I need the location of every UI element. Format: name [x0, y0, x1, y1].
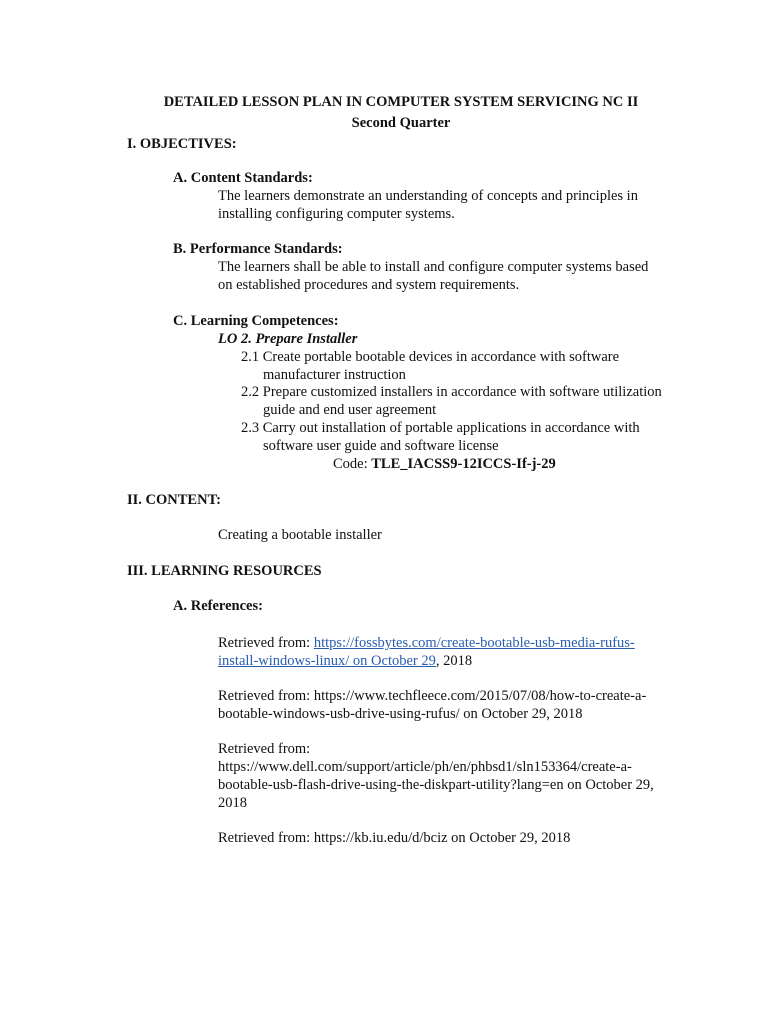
competence-item-2-line-2: guide and end user agreement: [263, 402, 437, 418]
reference-1-line-1: [218, 634, 635, 652]
reference-1-line-2: [218, 652, 472, 670]
competence-code: [333, 455, 556, 473]
content-heading: II. CONTENT:: [127, 492, 221, 508]
reference-2-line-2: bootable-windows-usb-drive-using-rufus/ on October 29, 2018: [218, 706, 583, 722]
reference-2-line-1: Retrieved from: https://www.techfleece.com/2015/07/08/how-to-create-a-: [218, 688, 647, 704]
competence-item-1-line-1: 2.1 Create portable bootable devices in accordance with software: [241, 349, 620, 365]
performance-standards-line-1: The learners shall be able to install and configure computer systems based: [218, 259, 649, 275]
competence-code-label: Code:: [333, 456, 368, 472]
document-subtitle: Second Quarter: [351, 115, 451, 131]
reference-1-link-part-2[interactable]: install-windows-linux/ on October 29: [218, 653, 436, 669]
reference-3-line-4: 2018: [218, 795, 247, 811]
reference-1-link-part-1[interactable]: https://fossbytes.com/create-bootable-usb-media-rufus-: [313, 635, 635, 651]
competence-item-1-line-2: manufacturer instruction: [263, 367, 406, 383]
reference-3-line-2: https://www.dell.com/support/article/ph/en/phbsd1/sln153364/create-a-: [218, 759, 632, 775]
reference-1-suffix: , 2018: [435, 653, 473, 669]
competence-item-2-line-1: 2.2 Prepare customized installers in accordance with software utilization: [241, 384, 662, 400]
competence-code-value: TLE_IACSS9-12ICCS-If-j-29: [371, 456, 556, 472]
content-standards-heading: A. Content Standards:: [173, 170, 313, 186]
performance-standards-heading: B. Performance Standards:: [173, 241, 343, 257]
reference-1-prefix: Retrieved from:: [218, 635, 314, 651]
reference-3-line-3: bootable-usb-flash-drive-using-the-diskpart-utility?lang=en on October 29,: [218, 777, 654, 793]
reference-3-line-1: Retrieved from:: [218, 741, 311, 757]
content-standards-line-1: The learners demonstrate an understanding of concepts and principles in: [218, 188, 638, 204]
objectives-heading: I. OBJECTIVES:: [127, 136, 237, 152]
document-title: DETAILED LESSON PLAN IN COMPUTER SYSTEM SERVICING NC II: [163, 94, 639, 110]
performance-standards-line-2: on established procedures and system requirements.: [218, 277, 520, 293]
reference-4-line-1: Retrieved from: https://kb.iu.edu/d/bciz on October 29, 2018: [218, 830, 571, 846]
learning-competences-heading: C. Learning Competences:: [173, 313, 339, 329]
learning-outcome-label: LO 2. Prepare Installer: [218, 331, 358, 347]
competence-item-3-line-1: 2.3 Carry out installation of portable applications in accordance with: [241, 420, 640, 436]
content-text: Creating a bootable installer: [218, 527, 382, 543]
learning-resources-heading: III. LEARNING RESOURCES: [127, 563, 322, 579]
content-standards-line-2: installing configuring computer systems.: [218, 206, 455, 222]
references-heading: A. References:: [173, 598, 263, 614]
competence-item-3-line-2: software user guide and software license: [263, 438, 499, 454]
